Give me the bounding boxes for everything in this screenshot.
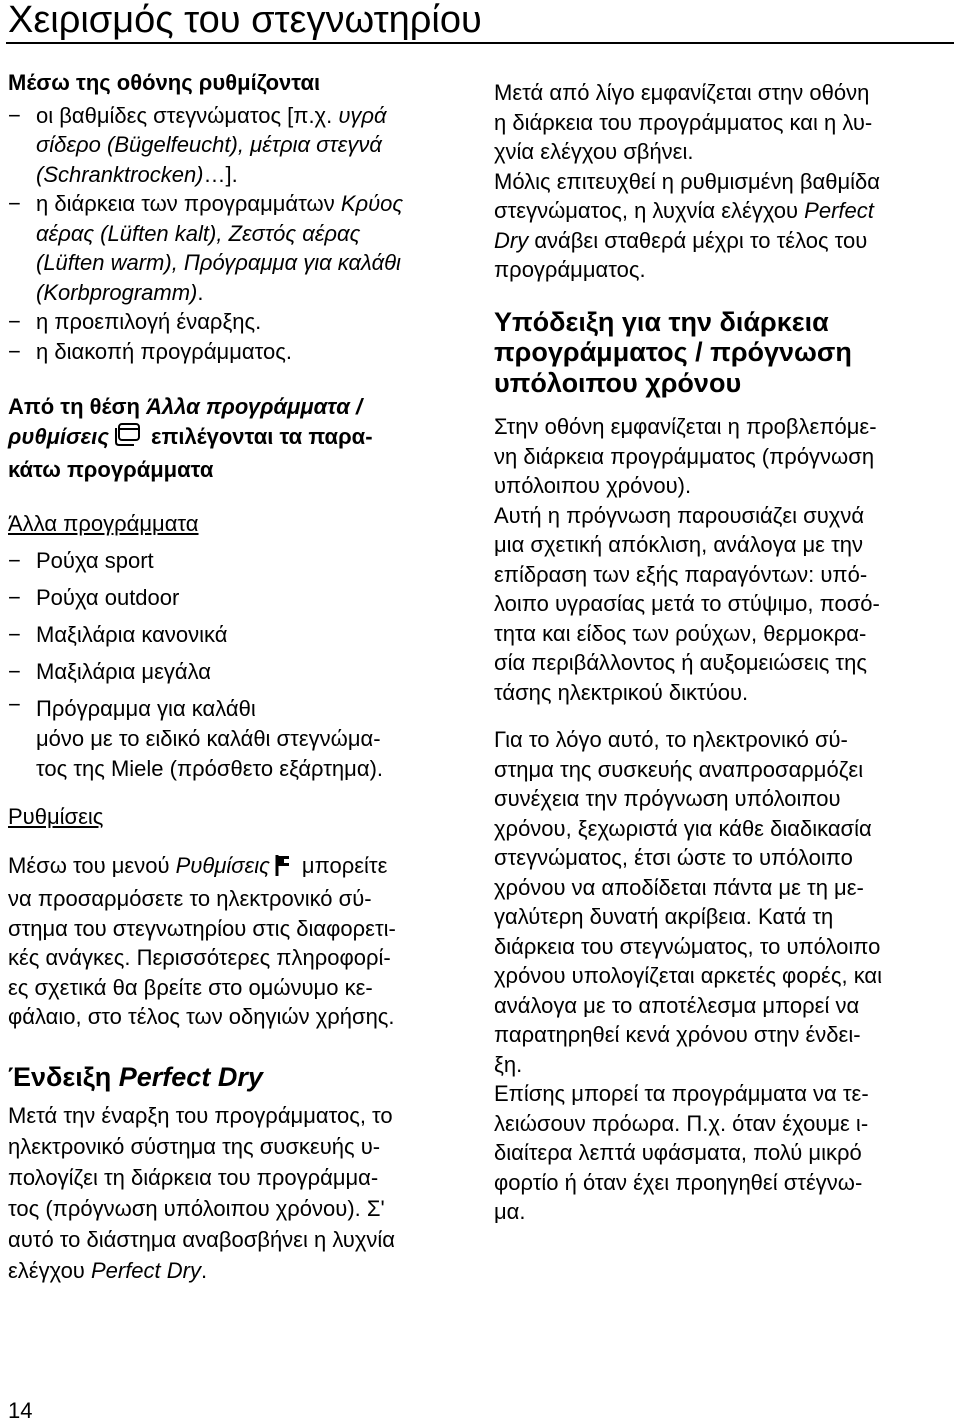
program-item: − Μαξιλάρια μεγάλα — [8, 653, 470, 690]
duration-heading: Υπόδειξη για την διάρκεια προγράμματος / πρόγνωση υπόλοιπου χρόνου — [494, 306, 852, 398]
program-item-basket: − Πρόγραμμα για καλάθι μόνο με το ειδικό καλάθι στεγνώμα- τος της Miele (πρόσθετο εξάρτημα). — [8, 690, 470, 784]
adjustment-paragraph: Για το λόγο αυτό, το ηλεκτρονικό σύ- στημα της συσκευής αναπροσαρμόζει συνέχεια την πρόγνωση υπόλοιπου χρόνου, ξεχωριστά για κάθε διαδικασία στεγνώματος, έτσι ώστε το υπόλοιπο χρόνου να αποδίδεται πάντα με τη με- γαλύτερη δυνατή ακρίβεια. Κατά τη διάρκεια του στεγνώματος, το υπόλοιπο χρόνου υπολογίζεται αρκετές φορές, και ανάλογα με το αποτέλεσμα μπορεί να παρατηρηθεί κενά χρόνου στην ένδει- ξη. Επίσης μπορεί τα προγράμματα να τε- λειώσουν πρόωρα. Π.χ. όταν έχουμε ι- διαίτερα λεπτά υφάσματα, πολύ μικρό φορτίο ή όταν έχει προηγηθεί στέγνω- μα. — [494, 727, 883, 1224]
left-column — [8, 68, 470, 1286]
program-item: − Ρούχα sport — [8, 542, 470, 579]
right-column — [494, 78, 956, 1227]
perfect-dry-paragraph: Μετά την έναρξη του προγράμματος, το ηλεκτρονικό σύστημα της συσκευής υ- πολογίζει τη διάρκεια του προγράμμα- τος (πρόγνωση υπόλοιπου χρόνου). Σ' αυτό το διάστημα αναβοσβήνει η λυχνία ελέγχου Perfect Dry. — [8, 1102, 395, 1283]
perfect-dry-heading: Ένδειξη Perfect Dry — [8, 1061, 263, 1092]
page-number: 14 — [8, 1398, 33, 1423]
display-duration-paragraph: Μετά από λίγο εμφανίζεται στην οθόνη η διάρκεια του προγράμματος και η λυ- χνία ελέγχου σβήνει. Μόλις επιτευχθεί η ρυθμισμένη βαθμίδα στεγνώματος, η λυχνία ελέγχου Perfect Dry ανάβει σταθερά μέχρι το τέλος του προγράμματος. — [494, 80, 880, 282]
programs-heading: Από τη θέση Άλλα προγράμματα / ρυθμίσεις επιλέγονται τα παρα- κάτω προγράμματα — [8, 394, 373, 482]
title-rule — [6, 42, 954, 44]
settings-label: Ρυθμίσεις — [8, 803, 104, 829]
forecast-paragraph: Στην οθόνη εμφανίζεται η προβλεπόμε- νη διάρκεια προγράμματος (πρόγνωση υπόλοιπου χρόνου). Αυτή η πρόγνωση παρουσιάζει συχνά μια σχετική απόκλιση, ανάλογα με την επίδραση των εξής παραγόντων: υπό- λοιπο υγρασίας μετά το στύψιμο, ποσό- τητα και είδος των ρούχων, θερμοκρα- σία περιβάλλοντος ή αυξομειώσεις της τάσης ηλεκτρικού δικτύου. — [494, 414, 880, 705]
intro-item-4: − η διακοπή προγράμματος. — [8, 337, 470, 367]
intro-item-3: − η προεπιλογή έναρξης. — [8, 307, 470, 337]
program-item: − Ρούχα outdoor — [8, 579, 470, 616]
intro-item-1: − οι βαθμίδες στεγνώματος [π.χ. υγρά σίδερο (Bügelfeucht), μέτρια στεγνά (Schranktrocken)…]. — [8, 101, 470, 190]
stacked-window-icon — [113, 422, 141, 456]
flag-icon — [274, 853, 292, 885]
settings-paragraph: Μέσω του μενού Ρυθμίσεις μπορείτε να προσαρμόσετε το ηλεκτρονικό σύ- στημα του στεγνωτηρίου στις διαφορετι- κές ανάγκες. Περισσότερες πληροφορί- ες σχετικά θα βρείτε στο ομώνυμο κε- φάλαιο, στο τέλος των οδηγιών χρήσης. — [8, 852, 396, 1029]
intro-heading: Μέσω της οθόνης ρυθμίζονται — [8, 70, 321, 95]
intro-item-2: − η διάρκεια των προγραμμάτων Κρύος αέρας (Lüften kalt), Ζεστός αέρας (Lüften warm), Πρόγραμμα για καλάθι (Korbprogramm). — [8, 189, 470, 307]
program-item: − Μαξιλάρια κανονικά — [8, 616, 470, 653]
other-programs-label: Άλλα προγράμματα — [8, 510, 199, 536]
page-title: Χειρισμός του στεγνωτηρίου — [8, 0, 482, 41]
